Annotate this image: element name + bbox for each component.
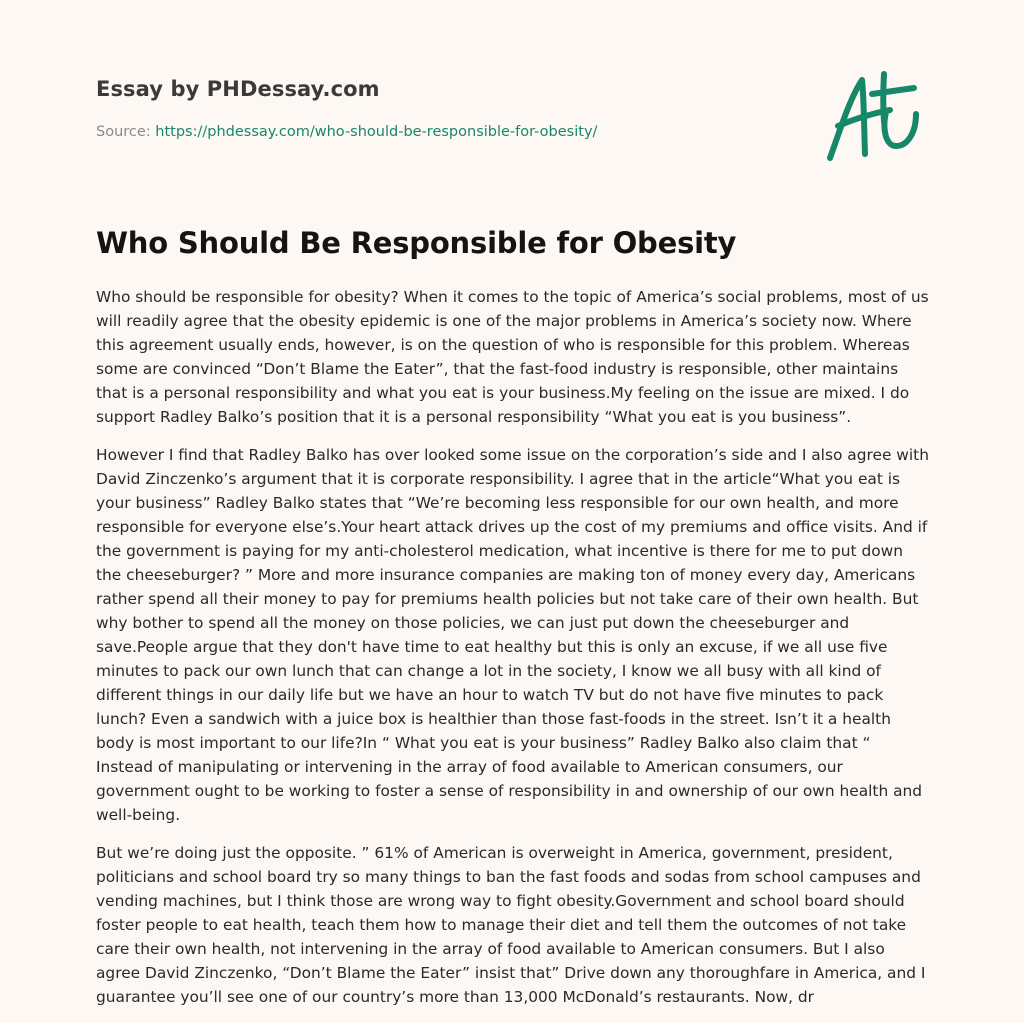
- essay-page: [96, 0, 932, 1006]
- page-header: [96, 0, 932, 200]
- source-label: Source:: [96, 124, 151, 140]
- a-plus-logo-icon: [824, 68, 924, 164]
- essay-paragraph: Who should be responsible for obesity? When it comes to the topic of America’s social problems, most of us will readily agree that the obesity epidemic is one of the major problems in America’s society now. Where this agreement usually ends, however, is on the question of who is responsible for this problem. Whereas some are convinced “Don’t Blame the Eater”, that the fast-food industry is responsible, other maintains that is a personal responsibility and what you eat is your business.My feeling on the issue are mixed. I do support Radley Balko’s position that it is a personal responsibility “What you eat is you business”.: [96, 288, 929, 426]
- source-link[interactable]: https://phdessay.com/who-should-be-responsible-for-obesity/: [155, 124, 598, 140]
- source-line: [96, 124, 597, 140]
- essay-title: Who Should Be Responsible for Obesity: [96, 226, 737, 260]
- essay-body: [96, 285, 932, 1023]
- essay-paragraph: But we’re doing just the opposite. ” 61% of American is overweight in America, government, president, politicians and school board try so many things to ban the fast foods and sodas from school campuses and vending machines, but I think those are wrong way to fight obesity.Government and school board should foster people to eat health, teach them how to manage their diet and tell them the outcomes of not take care their own health, not intervening in the array of food available to American consumers. But I also agree David Zinczenko, “Don’t Blame the Eater” insist that” Drive down any thoroughfare in America, and I guarantee you’ll see one of our country’s more than 13,000 McDonald’s restaurants. Now, dr: [96, 844, 926, 1006]
- essay-paragraph: However I find that Radley Balko has over looked some issue on the corporation’s side and I also agree with David Zinczenko’s argument that it is corporate responsibility. I agree that in the article“What you eat is your business” Radley Balko states that “We’re becoming less responsible for our own health, and more responsible for everyone else’s.Your heart attack drives up the cost of my premiums and office visits. And if the government is paying for my anti-cholesterol medication, what incentive is there for me to put down the cheeseburger? ” More and more insurance companies are making ton of money every day, Americans rather spend all their money to pay for premiums health policies but not take care of their own health. But why bother to spend all the money on those policies, we can just put down the cheeseburger and save.People argue that they don't have time to eat healthy but this is only an excuse, if we all use five minutes to pack our own lunch that can change a lot in the society, I know we all busy with all kind of different things in our daily life but we have an hour to watch TV but do not have five minutes to pack lunch? Even a sandwich with a juice box is healthier than those fast-foods in the street. Isn’t it a health body is most important to our life?In “ What you eat is your business” Radley Balko also claim that “ Instead of manipulating or intervening in the array of food available to American consumers, our government ought to be working to foster a sense of responsibility in and ownership of our own health and well-being.: [96, 446, 929, 824]
- site-brand: Essay by PHDessay.com: [96, 77, 380, 101]
